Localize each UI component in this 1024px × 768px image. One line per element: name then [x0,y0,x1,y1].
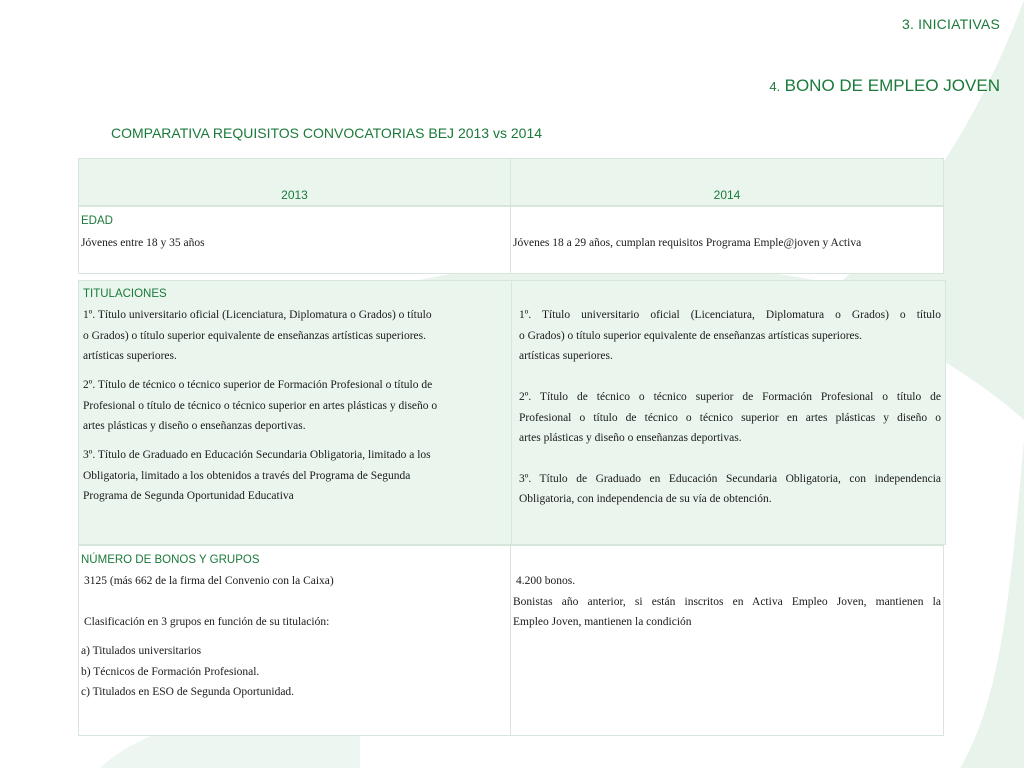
bonos-2013-classification: Clasificación en 3 grupos en función de su titulación: [84,616,330,628]
titulaciones-2013-line: artísticas superiores. [83,350,177,362]
header-cell-2013 [79,159,511,207]
titulaciones-2014-line: Obligatoria, con independencia de su vía de obtención. [519,493,772,505]
titulaciones-2014-line: artes plásticas y diseño o enseñanzas deportivas. [519,432,742,444]
titulaciones-2013-line: Profesional o título de técnico o técnico superior en artes plásticas y diseño o [83,400,438,412]
titulaciones-label: TITULACIONES [83,288,167,300]
page-title [769,76,1000,96]
titulaciones-2013-line: 2º. Título de técnico o técnico superior de Formación Profesional o título de [83,379,433,391]
bonos-group-item: b) Técnicos de Formación Profesional. [81,666,260,678]
titulaciones-2014-line: 3º. Título de Graduado en Educación Secundaria Obligatoria, con independencia [519,473,941,485]
titulaciones-2014-line: 1º. Título universitario oficial (Licenciatura, Diplomatura o Grados) o título [519,309,941,321]
bonos-2013-count: 3125 (más 662 de la firma del Convenio con la Caixa) [84,575,334,587]
table-row-bonos [78,545,944,736]
titulaciones-2013-line: Obligatoria, limitado a los obtenidos a través del Programa de Segunda [83,470,411,482]
header-label-2013: 2013 [281,188,308,202]
titulaciones-cell-2013 [79,281,512,544]
bonos-2014-count: 4.200 bonos. [516,575,576,587]
titulaciones-2013-line: o Grados) o título superior equivalente de enseñanzas artísticas superiores. [83,330,426,342]
bonos-group-item: c) Titulados en ESO de Segunda Oportunidad. [81,686,295,698]
comparison-subtitle: COMPARATIVA REQUISITOS CONVOCATORIAS BEJ 2013 vs 2014 [111,125,543,141]
title-text: BONO DE EMPLEO JOVEN [784,76,1000,95]
bonos-cell-2014 [511,546,943,735]
bonos-2014-condition: Bonistas año anterior, si están inscritos en Activa Empleo Joven, mantienen la [513,596,941,608]
edad-value-2013: Jóvenes entre 18 y 35 años [81,237,205,249]
bonos-2014-condition-cont: Empleo Joven, mantienen la condición [513,616,692,628]
titulaciones-2013-line: Programa de Segunda Oportunidad Educativa [83,490,294,502]
header-label-2014: 2014 [713,188,741,202]
table-header-row [78,158,944,206]
titulaciones-2013-line: 1º. Título universitario oficial (Licenciatura, Diplomatura o Grados) o título [83,309,432,321]
titulaciones-2013-line: artes plásticas y diseño o enseñanzas deportivas. [83,420,306,432]
header-cell-2014 [511,159,943,207]
titulaciones-cell-2014 [512,281,945,544]
edad-label: EDAD [81,215,113,227]
titulaciones-2013-line: 3º. Título de Graduado en Educación Secundaria Obligatoria, limitado a los [83,449,431,461]
table-row-titulaciones [78,280,946,545]
table-row-edad [78,206,944,274]
bonos-label: NÚMERO DE BONOS Y GRUPOS [81,554,260,566]
titulaciones-2014-line: artísticas superiores. [519,350,613,362]
titulaciones-2014-line: 2º. Título de técnico o técnico superior de Formación Profesional o título de [519,391,941,403]
section-label: 3. INICIATIVAS [902,16,1000,32]
titulaciones-2014-line: Profesional o título de técnico o técnico superior en artes plásticas y diseño o [519,412,941,424]
title-number: 4. [769,79,781,94]
edad-cell-2013 [79,207,511,273]
edad-value-2014: Jóvenes 18 a 29 años, cumplan requisitos Programa Emple@joven y Activa [513,237,862,249]
edad-cell-2014 [511,207,943,273]
titulaciones-2014-line: o Grados) o título superior equivalente de enseñanzas artísticas superiores. [519,330,862,342]
bonos-cell-2013 [79,546,511,735]
bonos-group-item: a) Titulados universitarios [81,645,202,657]
